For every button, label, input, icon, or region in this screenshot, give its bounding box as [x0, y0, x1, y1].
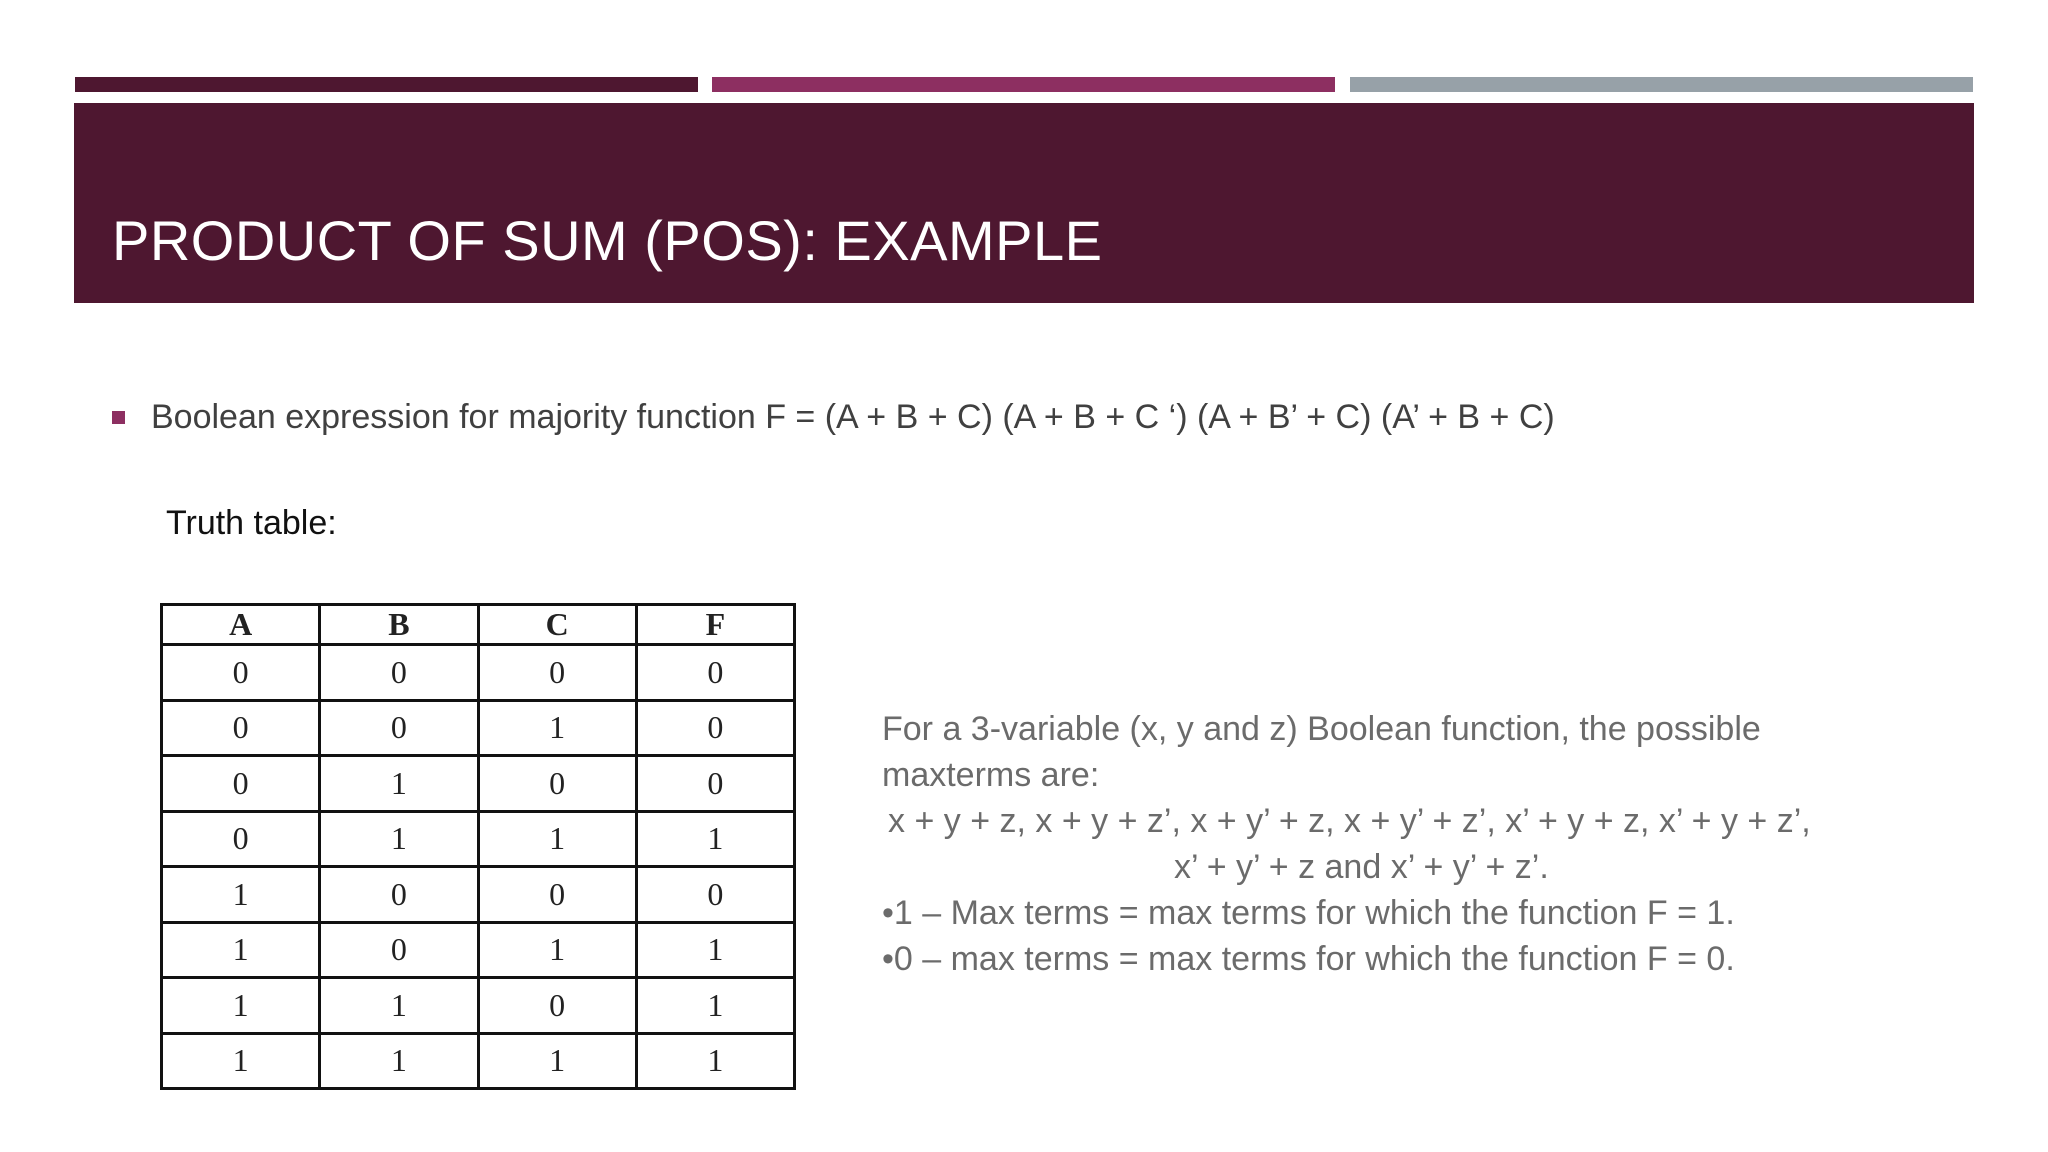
table-cell: 1	[478, 811, 636, 867]
table-row	[162, 867, 795, 923]
explanation-intro-line-2: maxterms are:	[882, 756, 1100, 794]
column-header: A	[162, 605, 320, 645]
table-cell: 1	[162, 1033, 320, 1089]
table-cell: 0	[478, 645, 636, 701]
accent-bar-magenta	[712, 77, 1335, 92]
table-cell: 0	[478, 978, 636, 1034]
explanation-note-1: •1 – Max terms = max terms for which the function F = 1.	[882, 894, 1735, 932]
table-row	[162, 756, 795, 812]
table-cell: 1	[320, 1033, 478, 1089]
truth-table-header-row	[162, 605, 795, 645]
table-cell: 1	[636, 922, 794, 978]
explanation-note-2: •0 – max terms = max terms for which the function F = 0.	[882, 940, 1735, 978]
table-cell: 0	[320, 922, 478, 978]
table-cell: 0	[162, 756, 320, 812]
table-cell: 1	[478, 700, 636, 756]
table-cell: 1	[636, 1033, 794, 1089]
bullet-text: Boolean expression for majority function F = (A + B + C) (A + B + C ‘) (A + B’ + C) (A’ + B + C)	[151, 398, 1555, 436]
table-cell: 0	[478, 756, 636, 812]
table-row	[162, 811, 795, 867]
truth-table	[160, 603, 796, 1090]
table-cell: 1	[162, 867, 320, 923]
table-cell: 0	[320, 700, 478, 756]
table-row	[162, 645, 795, 701]
table-cell: 1	[320, 811, 478, 867]
table-cell: 1	[162, 922, 320, 978]
table-cell: 1	[320, 756, 478, 812]
column-header: F	[636, 605, 794, 645]
table-row	[162, 1033, 795, 1089]
maxterms-list-line-2: x’ + y’ + z and x’ + y’ + z’.	[1174, 848, 1549, 886]
title-band	[74, 103, 1974, 303]
accent-bar-gray	[1350, 77, 1973, 92]
table-cell: 0	[320, 867, 478, 923]
maxterm-explanation	[882, 706, 1972, 982]
table-cell: 1	[636, 978, 794, 1034]
table-cell: 1	[636, 811, 794, 867]
table-cell: 0	[478, 867, 636, 923]
square-bullet-icon	[112, 411, 125, 424]
table-cell: 0	[636, 700, 794, 756]
bullet-item	[112, 398, 1555, 437]
table-cell: 0	[636, 756, 794, 812]
table-cell: 0	[636, 645, 794, 701]
column-header: B	[320, 605, 478, 645]
table-cell: 1	[478, 1033, 636, 1089]
table-cell: 1	[162, 978, 320, 1034]
table-cell: 1	[320, 978, 478, 1034]
table-cell: 0	[636, 867, 794, 923]
table-cell: 1	[478, 922, 636, 978]
table-cell: 0	[320, 645, 478, 701]
explanation-intro-line-1: For a 3-variable (x, y and z) Boolean function, the possible	[882, 710, 1761, 748]
slide-title: PRODUCT OF SUM (POS): EXAMPLE	[112, 209, 1103, 272]
table-row	[162, 978, 795, 1034]
table-cell: 0	[162, 700, 320, 756]
table-row	[162, 922, 795, 978]
truth-table-label: Truth table:	[166, 504, 337, 542]
table-row	[162, 700, 795, 756]
table-cell: 0	[162, 645, 320, 701]
maxterms-list-line-1: x + y + z, x + y + z’, x + y’ + z, x + y’ + z’, x’ + y + z, x’ + y + z’,	[888, 802, 1811, 840]
column-header: C	[478, 605, 636, 645]
accent-bar-dark	[75, 77, 698, 92]
table-cell: 0	[162, 811, 320, 867]
